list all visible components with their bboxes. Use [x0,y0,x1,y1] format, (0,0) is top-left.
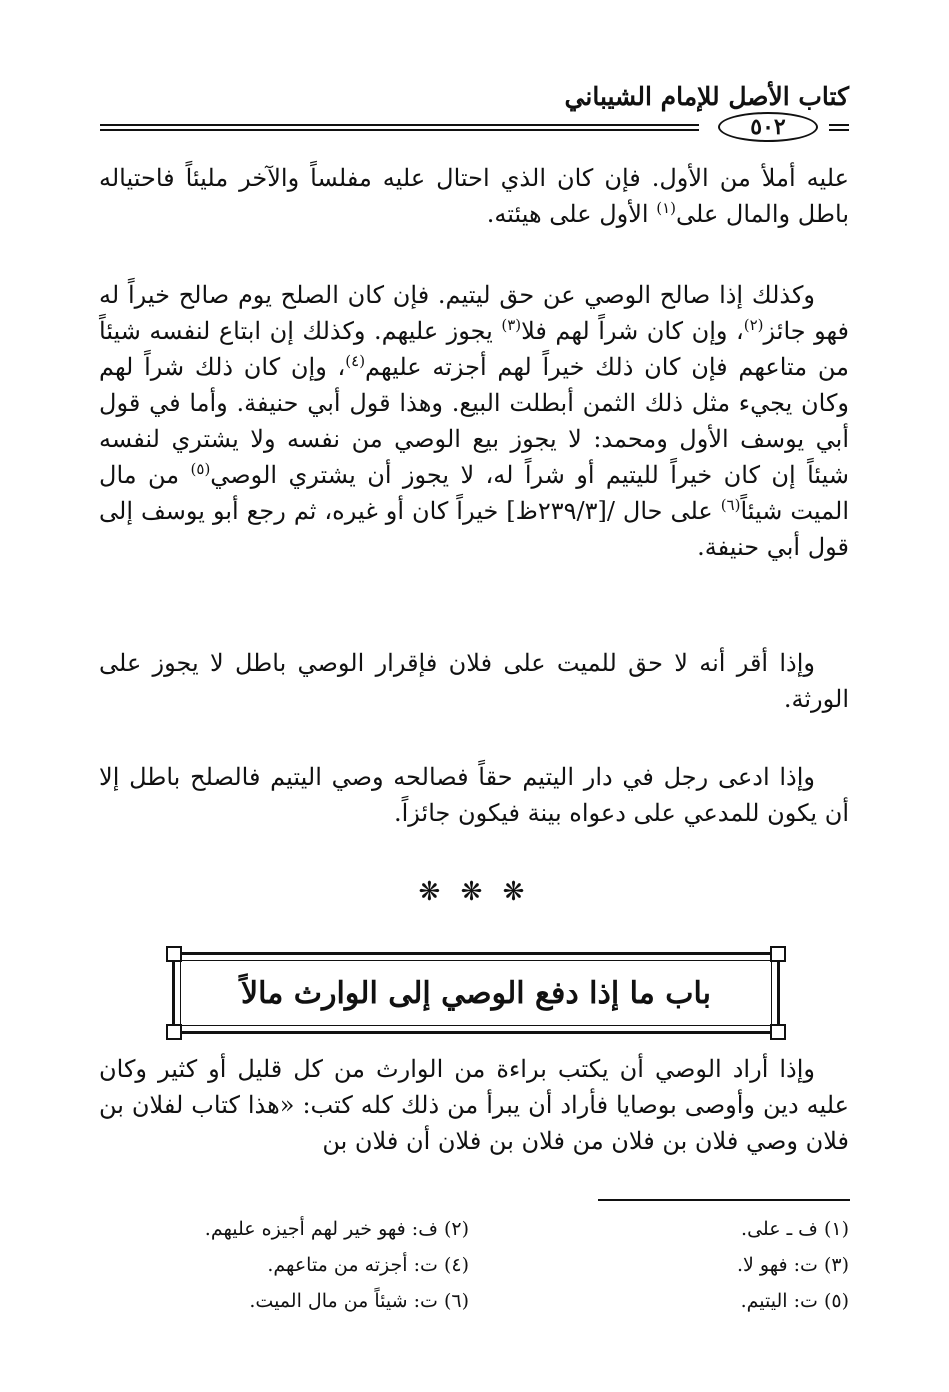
footnote-text: ت: شيئاً من مال الميت. [249,1290,438,1312]
running-title: كتاب الأصل للإمام الشيباني [564,82,849,111]
footnote-text: ت: أجزته من متاعهم. [267,1254,438,1276]
footnote-number: (١) [823,1218,849,1240]
footnote-2 [205,1218,469,1240]
chapter-paragraph [99,1051,849,1159]
footnote-number: (٣) [823,1254,849,1276]
footnote-3 [737,1254,849,1276]
footnote-6 [249,1290,469,1312]
footnote-text: ت: اليتيم. [740,1290,818,1312]
paragraph-text: وكذلك إذا صالح الوصي عن حق ليتيم. فإن كان الصلح يوم صالح خيراً له فهو جائز$^{(٢)}$، وإن كان شراً لهم فلا$^{(٣)}$ يجوز عليهم. وكذلك إن ابتاع لنفسه شيئاً من متاعهم فإن كان ذلك خيراً لهم أجزته عليهم$^{(٤)}$، وإن كان ذلك شراً لهم وكان يجيء مثل ذلك الثمن أبطلت البيع. وهذا قول أبي حنيفة. وأما في قول أبي يوسف الأول ومحمد: لا يجوز بيع الوصي من نفسه ولا يشتري لنفسه شيئاً إن كان خيراً لليتيم أو شراً له، لا يجوز أن يشتري الوصي$^{(٥)}$ من مال الميت شيئاً$^{(٦)}$ على حال /[٢٣٩/٣ظ] خيراً كان أو غيره، ثم رجع أبو يوسف إلى قول أبي حنيفة. [99,281,850,561]
footnote-number: (٤) [443,1254,469,1276]
footnote-text: ت: فهو لا. [736,1254,818,1276]
paragraph-text: عليه أملأ من الأول. فإن كان الذي احتال عليه مفلساً والآخر مليئاً فاحتياله باطل والمال على$^{(١)}$ الأول على هيئته. [99,164,849,228]
paragraph-text: وإذا ادعى رجل في دار اليتيم حقاً فصالحه وصي اليتيم فالصلح باطل إلا أن يكون للمدعي على دعواه بينة فيكون جائزاً. [99,763,849,827]
footnote-4 [267,1254,469,1276]
footnote-1 [741,1218,849,1240]
footnote-rule [598,1199,850,1201]
footnote-number: (٢) [443,1218,469,1240]
footnote-5 [741,1290,849,1312]
footnote-text: ف ـ على. [741,1218,818,1240]
page-number: ٥٠٢ [718,112,818,142]
paragraph-3 [99,645,849,717]
section-separator: ❋ ❋ ❋ [418,877,531,907]
paragraph-2 [99,277,849,565]
paragraph-4 [99,759,849,831]
paragraph-text: وإذا أقر أنه لا حق للميت على فلان فإقرار الوصي باطل لا يجوز على الورثة. [99,649,849,713]
footnote-text: ف: فهو خير لهم أجيزه عليهم. [204,1218,438,1240]
chapter-title: باب ما إذا دفع الوصي إلى الوارث مالاً [240,975,712,1011]
chapter-heading-frame [172,952,780,1034]
footnote-number: (٥) [823,1290,849,1312]
footnote-number: (٦) [443,1290,469,1312]
paragraph-text: وإذا أراد الوصي أن يكتب براءة من الوارث من كل قليل أو كثير وكان عليه دين وأوصى بوصايا فأراد أن يبرأ من ذلك كله كتب: «هذا كتاب لفلان بن فلان وصي فلان بن فلان من فلان بن فلان أن فلان بن [99,1055,849,1155]
paragraph-1 [99,160,849,232]
